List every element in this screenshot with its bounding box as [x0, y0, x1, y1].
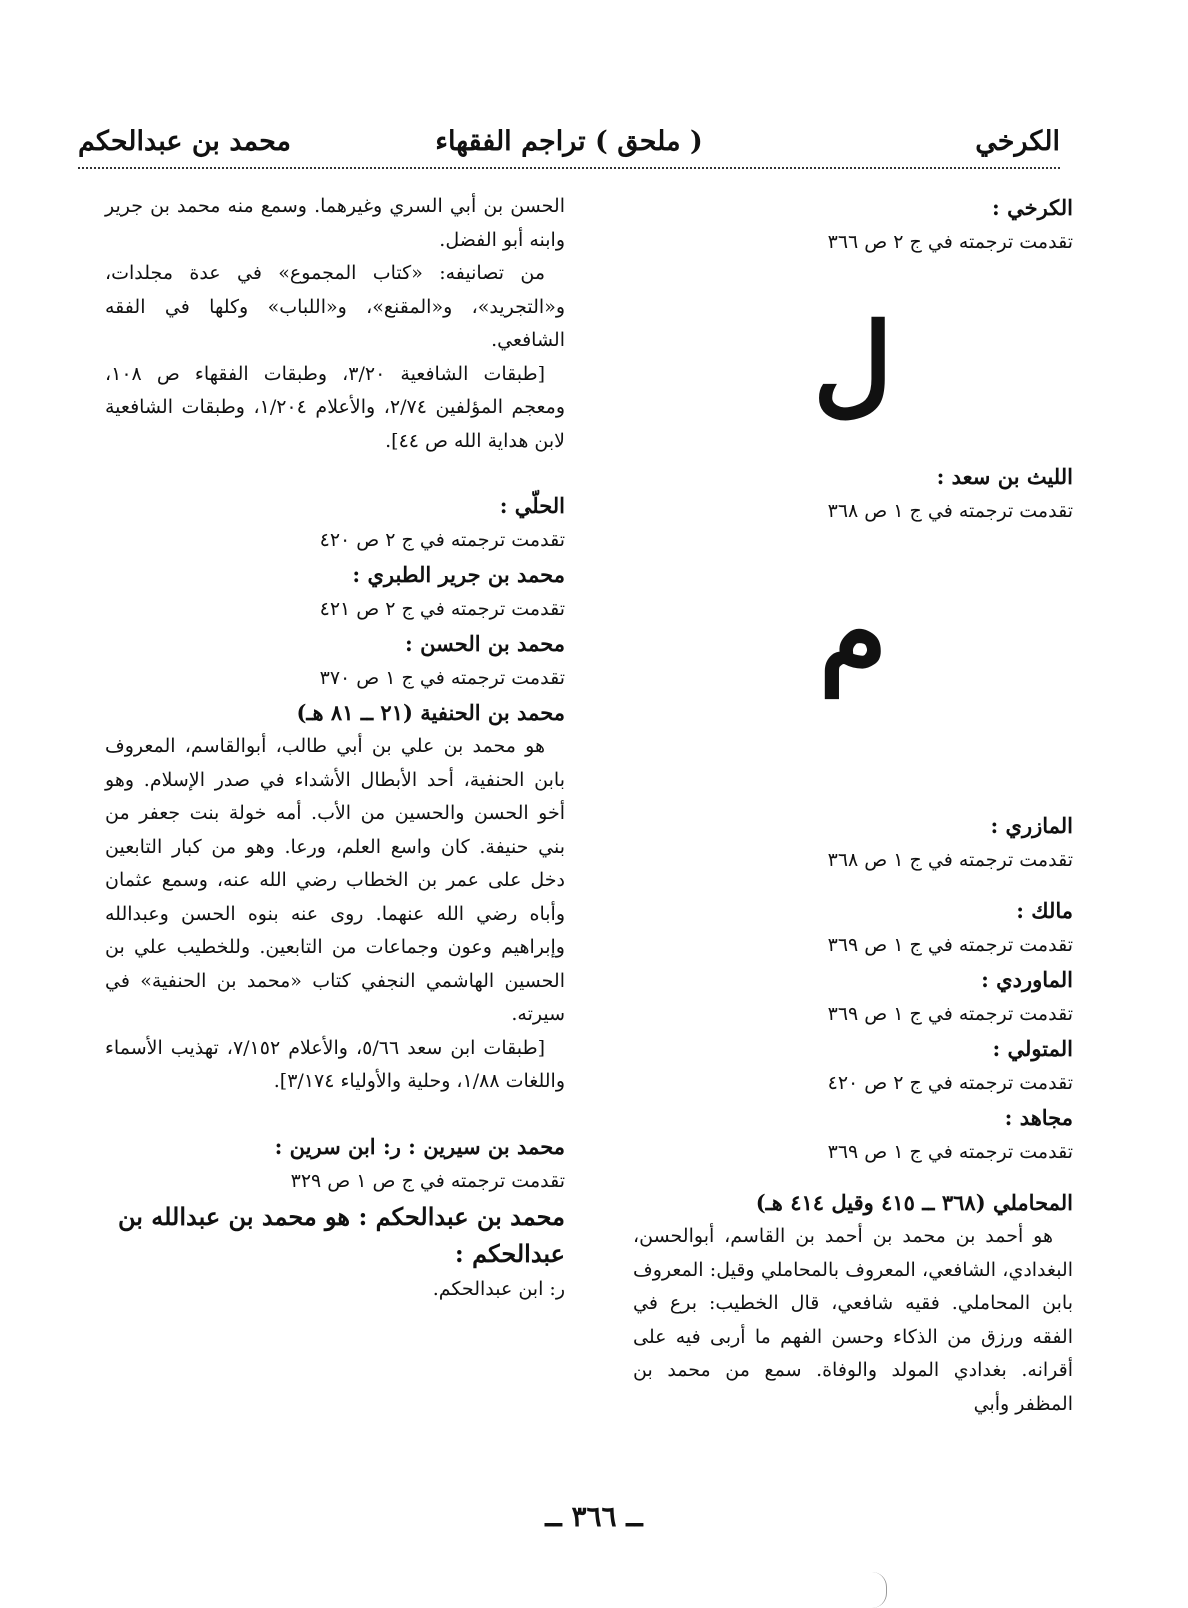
entry-ref: تقدمت ترجمته في ج ص ١ ص ٣٢٩: [290, 1169, 565, 1192]
entry-body: هو محمد بن علي بن أبي طالب، أبوالقاسم، المعروف بابن الحنفية، أحد الأبطال الأشداء في صدر الإسلام. وهو أخو الحسن والحسين من الأب. أمه خولة بنت جعفر من بني حنيفة. كان واسع العلم، ورعا. وهو من كبار التابعين دخل على عمر بن الخطاب رضي الله عنه، وسمع عثمان وأباه رضي الله عنهما. روى عنه بنوه الحسن وعبدالله وإبراهيم وعون وجماعات من التابعين. وللخطيب علي بن الحسين الهاشمي النجفي كتاب «محمد بن الحنفية» في سيرته.: [105, 735, 565, 1025]
header-left: محمد بن عبدالحكم: [78, 126, 292, 157]
entry-title: محمد بن سيرين : ر: ابن سرين :: [274, 1133, 565, 1159]
entry-title: المحاملي (٣٦٨ ــ ٤١٥ وقيل ٤١٤ هـ): [755, 1190, 1073, 1215]
left-column: [105, 190, 565, 1490]
entry-title: محمد بن الحسن :: [405, 631, 565, 656]
entry-title: مجاهد :: [1004, 1105, 1073, 1130]
entry-ref: تقدمت ترجمته في ج ٢ ص ٤٢٠: [319, 529, 565, 551]
entry-body: هو أحمد بن محمد بن أحمد بن القاسم، أبوالحسن، البغدادي، الشافعي، المعروف بالمحاملي وقيل: المعروف بابن المحاملي. فقيه شافعي، قال الخطيب: برع في الفقه ورزق من الذكاء وحسن الفهم ما أربى فيه على أقرانه. بغدادي المولد والوفاة. سمع من محمد بن المظفر وأبي: [633, 1225, 1073, 1415]
header-right: الكرخي: [975, 126, 1060, 157]
section-letter: ل: [813, 299, 893, 428]
entry-title: محمد بن الحنفية (٢١ ــ ٨١ هـ): [296, 700, 565, 725]
entry-ref: تقدمت ترجمته في ج ١ ص ٣٦٩: [827, 1141, 1073, 1163]
entry-ref: تقدمت ترجمته في ج ١ ص ٣٦٩: [827, 1003, 1073, 1025]
entry-title: الليث بن سعد :: [936, 464, 1073, 489]
entry-title: مالك :: [1016, 898, 1073, 923]
section-letter: م: [818, 568, 888, 697]
page-number: ــ ٣٦٦ ــ: [545, 1500, 643, 1533]
entry-title: المازري :: [990, 813, 1073, 838]
entry-ref: تقدمت ترجمته في ج ٢ ص ٣٦٦: [827, 231, 1073, 253]
entry-body: من تصانيفه: «كتاب المجموع» في عدة مجلدات، و«التجريد»، و«المقنع»، و«اللباب» وكلها في الفقه الشافعي.: [105, 262, 565, 351]
entry-title: الماوردي :: [981, 967, 1073, 992]
entry-title: محمد بن جرير الطبري :: [352, 562, 565, 587]
entry-title: الحلّي :: [499, 493, 565, 518]
header-divider: [78, 167, 1060, 169]
entry-ref: تقدمت ترجمته في ج ١ ص ٣٧٠: [319, 667, 565, 689]
entry-sources: [طبقات الشافعية ٣/٢٠، وطبقات الفقهاء ص ١٠٨، ومعجم المؤلفين ٢/٧٤، والأعلام ١/٢٠٤، وطبقات الشافعية لابن هداية الله ص ٤٤].: [105, 362, 565, 452]
entry-title: الكرخي :: [992, 195, 1073, 220]
entry-body: الحسن بن أبي السري وغيرهما. وسمع منه محمد بن جرير وابنه أبو الفضل.: [105, 195, 565, 251]
scan-mark: [872, 1572, 887, 1608]
right-column: [633, 190, 1073, 1490]
entry-ref: تقدمت ترجمته في ج ١ ص ٣٦٨: [827, 500, 1073, 522]
entry-sources: [طبقات ابن سعد ٥/٦٦، والأعلام ٧/١٥٢، تهذيب الأسماء واللغات ١/٨٨، وحلية والأولياء ٣/١٧٤].: [105, 1036, 565, 1092]
entry-ref: ر: ابن عبدالحكم.: [432, 1277, 565, 1300]
header-center: ( ملحق ) تراجم الفقهاء: [435, 126, 703, 157]
entry-ref: تقدمت ترجمته في ج ٢ ص ٤٢١: [319, 598, 565, 620]
entry-ref: تقدمت ترجمته في ج ١ ص ٣٦٨: [827, 849, 1073, 871]
entry-title: المتولي :: [992, 1036, 1073, 1061]
running-header: [78, 122, 1060, 168]
entry-ref: تقدمت ترجمته في ج ١ ص ٣٦٩: [827, 934, 1073, 956]
entry-ref: تقدمت ترجمته في ج ٢ ص ٤٢٠: [827, 1072, 1073, 1094]
entry-title: محمد بن عبدالحكم : هو محمد بن عبدالله بن عبدالحكم :: [117, 1201, 565, 1268]
